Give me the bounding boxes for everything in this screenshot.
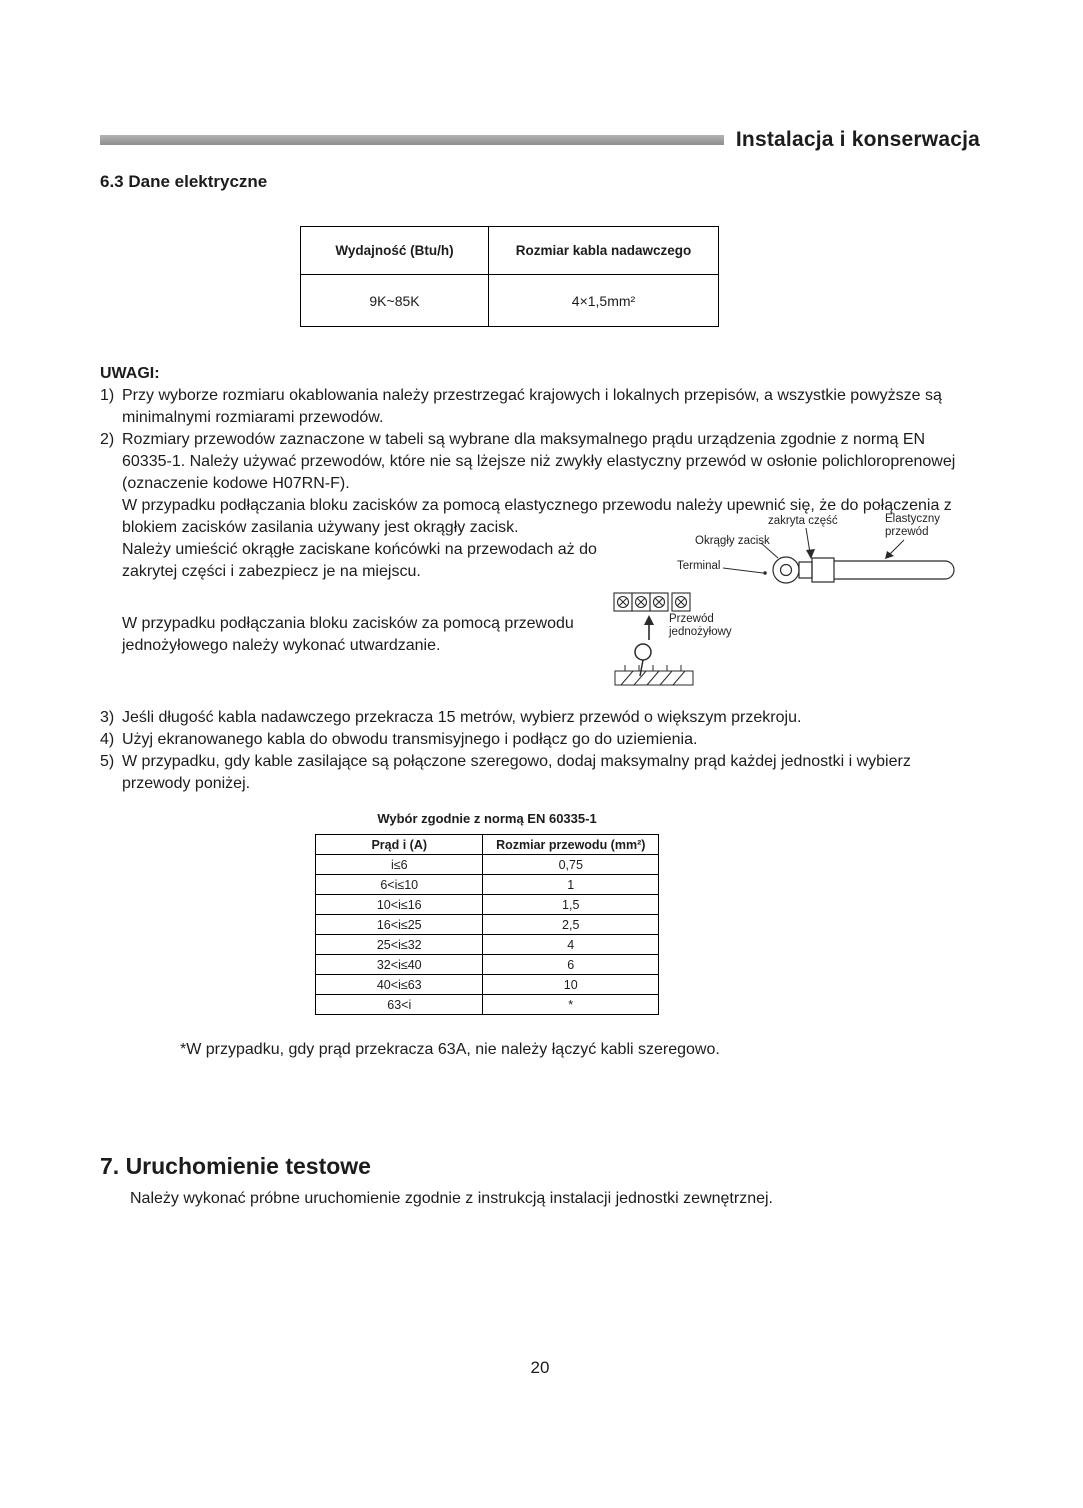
selection-table-footnote: *W przypadku, gdy prąd przekracza 63A, nie należy łączyć kabli szeregowo. xyxy=(180,1041,720,1058)
terminal-diagram xyxy=(613,513,958,705)
covered-part-label: zakryta część xyxy=(768,515,838,527)
table-cell: 0,75 xyxy=(483,855,659,875)
table-cell: i≤6 xyxy=(316,855,483,875)
page-header xyxy=(100,128,980,152)
table-row xyxy=(301,275,719,327)
section-7-body: Należy wykonać próbne uruchomienie zgodnie z instrukcją instalacji jednostki zewnętrznej. xyxy=(130,1190,773,1207)
table-row xyxy=(316,875,659,895)
notes-section xyxy=(100,363,958,795)
note-2-paragraph-2: W przypadku podłączania bloku zacisków za pomocą elastycznego przewodu należy upewnić się, że do połączenia z blokiem zacisków zasilania używany jest okrągły zacisk. xyxy=(122,497,952,536)
note-item-1 xyxy=(100,385,958,429)
table-cell: 63<i xyxy=(316,995,483,1015)
note-number: 5) xyxy=(100,753,115,770)
table-cell: 1 xyxy=(483,875,659,895)
table-cell: 40<i≤63 xyxy=(316,975,483,995)
table-cell: 25<i≤32 xyxy=(316,935,483,955)
note-2-body xyxy=(122,429,958,707)
table-cell: 10 xyxy=(483,975,659,995)
cable-size-header-cell: Rozmiar kabla nadawczego xyxy=(489,227,719,275)
selection-table-block xyxy=(315,811,659,1015)
note-text: Użyj ekranowanego kabla do obwodu transmisyjnego i podłącz go do uziemienia. xyxy=(122,731,698,748)
table-row xyxy=(316,895,659,915)
cable-size-value-cell: 4×1,5mm² xyxy=(489,275,719,327)
elastic-wire-shape xyxy=(834,561,954,579)
note-item-3 xyxy=(100,707,958,729)
table-cell: 4 xyxy=(483,935,659,955)
capacity-table xyxy=(300,226,719,327)
note-number: 4) xyxy=(100,731,115,748)
selection-table-header-row xyxy=(316,835,659,855)
note-2-paragraph-4: W przypadku podłączania bloku zacisków za pomocą przewodu jednożyłowego należy wykonać utwardzanie. xyxy=(122,615,574,654)
terminal-block-shape xyxy=(614,593,690,611)
table-row xyxy=(316,955,659,975)
note-number: 3) xyxy=(100,709,115,726)
terminal-diagram-art xyxy=(613,513,958,705)
capacity-value-cell: 9K~85K xyxy=(301,275,489,327)
selection-table-title: Wybór zgodnie z normą EN 60335-1 xyxy=(377,811,597,826)
table-cell: 10<i≤16 xyxy=(316,895,483,915)
page-number: 20 xyxy=(530,1358,550,1377)
header-title: Instalacja i konserwacja xyxy=(735,128,980,151)
section-7-title: 7. Uruchomienie testowe xyxy=(100,1153,371,1179)
table-row xyxy=(316,995,659,1015)
table-cell: 16<i≤25 xyxy=(316,915,483,935)
table-cell: * xyxy=(483,995,659,1015)
elastic-wire-label: Elastyczny przewód xyxy=(885,513,940,538)
note-number: 2) xyxy=(100,431,115,448)
notes-title: UWAGI: xyxy=(100,365,160,382)
wire-size-header-cell: Rozmiar przewodu (mm²) xyxy=(483,835,659,855)
crimp-base-shape xyxy=(615,665,693,685)
capacity-table-header-row xyxy=(301,227,719,275)
note-text: W przypadku, gdy kable zasilające są połączone szeregowo, dodaj maksymalny prąd każdej jednostki i wybierz przewody poniżej. xyxy=(122,753,911,792)
table-row xyxy=(316,915,659,935)
note-item-4 xyxy=(100,729,958,751)
terminal-label: Terminal xyxy=(677,560,721,572)
selection-table xyxy=(315,834,659,1015)
round-terminal-label: Okrągły zacisk xyxy=(695,535,770,547)
table-cell: 32<i≤40 xyxy=(316,955,483,975)
capacity-header-cell: Wydajność (Btu/h) xyxy=(301,227,489,275)
note-number: 1) xyxy=(100,387,115,404)
table-row xyxy=(316,935,659,955)
ring-terminal-shape xyxy=(773,557,834,583)
note-2-paragraph-1: Rozmiary przewodów zaznaczone w tabeli są wybrane dla maksymalnego prądu urządzenia zgodnie z normą EN 60335-1. Należy używać przewodów, które nie są lżejsze niż zwykły elastyczny przewód w osłonie polichloroprenowej (oznaczenie kodowe H07RN-F). xyxy=(122,431,956,492)
table-row xyxy=(316,975,659,995)
up-arrow xyxy=(644,615,654,640)
note-item-2 xyxy=(100,429,958,707)
table-cell: 1,5 xyxy=(483,895,659,915)
note-item-5 xyxy=(100,751,958,795)
note-text: Jeśli długość kabla nadawczego przekracza 15 metrów, wybierz przewód o większym przekroju. xyxy=(122,709,802,726)
table-cell: 6<i≤10 xyxy=(316,875,483,895)
section-6-3-title: 6.3 Dane elektryczne xyxy=(100,172,268,191)
table-row xyxy=(316,855,659,875)
note-text: Przy wyborze rozmiaru okablowania należy przestrzegać krajowych i lokalnych przepisów, a wszystkie powyższe są minimalnymi rozmiarami przewodów. xyxy=(122,387,942,426)
table-cell: 6 xyxy=(483,955,659,975)
table-cell: 2,5 xyxy=(483,915,659,935)
single-core-wire-label: Przewód jednożyłowy xyxy=(669,613,732,638)
note-2-paragraph-3: Należy umieścić okrągłe zaciskane końcówki na przewodach aż do zakrytej części i zabezpiecz je na miejscu. xyxy=(122,541,597,580)
current-header-cell: Prąd i (A) xyxy=(316,835,483,855)
header-rule xyxy=(100,135,724,145)
